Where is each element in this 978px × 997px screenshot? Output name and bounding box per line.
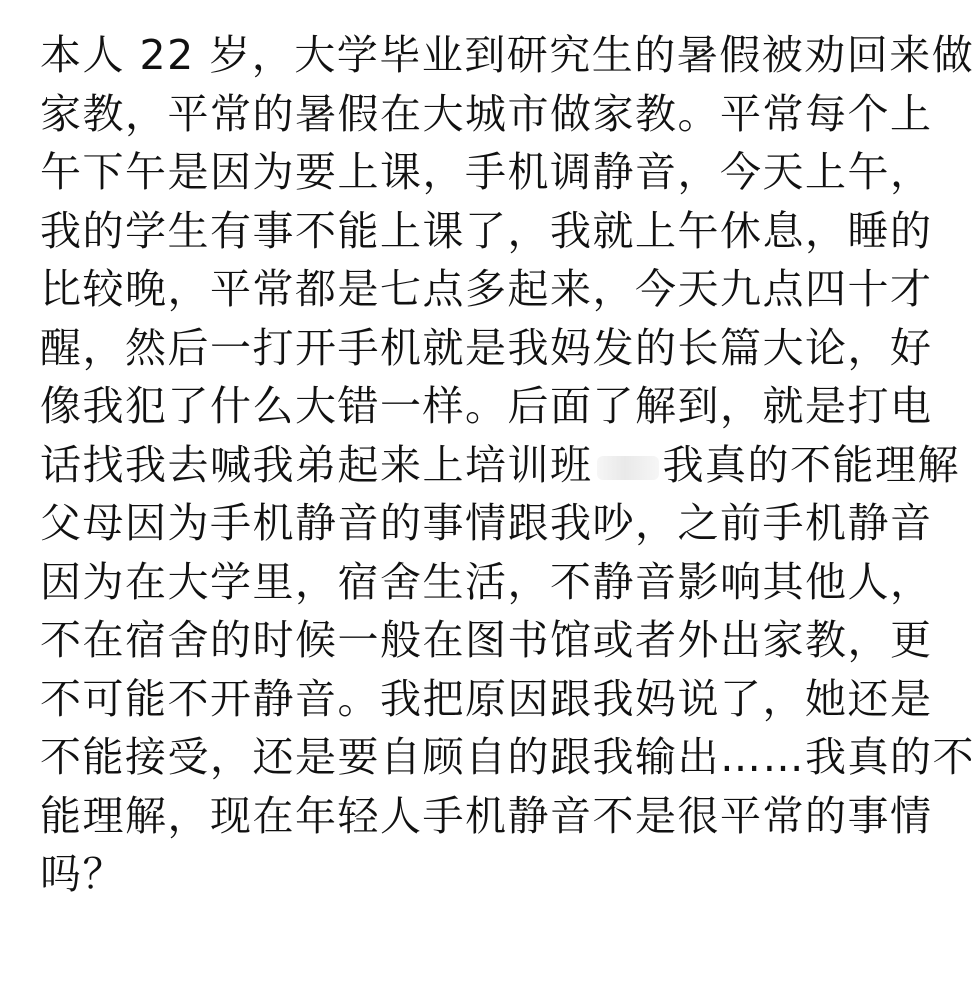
text-line-1: 本人 22 岁，大学毕业到研究生的暑假被劝回来做 [40, 31, 975, 79]
text-line-6: 醒，然后一打开手机就是我妈发的长篇大论，好 [40, 323, 933, 372]
text-line-13: 不能接受，还是要自顾自的跟我输出……我真的不 [40, 733, 975, 781]
text-line-10: 因为在大学里，宿舍生活，不静音影响其他人， [40, 557, 933, 606]
text-line-15: 吗？ [40, 850, 125, 898]
text-line-9: 父母因为手机静音的事情跟我吵，之前手机静音 [40, 499, 933, 547]
inline-image [597, 456, 659, 480]
text-line-5: 比较晚，平常都是七点多起来，今天九点四十才 [40, 265, 933, 313]
text-line-3: 午下午是因为要上课，手机调静音，今天上午， [40, 148, 933, 196]
text-line-2: 家教，平常的暑假在大城市做家教。平常每个上 [40, 89, 933, 138]
text-line-12: 不可能不开静音。我把原因跟我妈说了，她还是 [40, 674, 933, 723]
text-line-4: 我的学生有事不能上课了，我就上午休息，睡的 [40, 206, 933, 255]
text-line-14: 能理解，现在年轻人手机静音不是很平常的事情 [40, 791, 933, 840]
text-line-8-start: 话找我去喊我弟起来上培训班 [40, 440, 593, 489]
text-line-11: 不在宿舍的时候一般在图书馆或者外出家教，更 [40, 616, 933, 664]
text-line-8 [40, 436, 978, 495]
text-line-7: 像我犯了什么大错一样。后面了解到，就是打电 [40, 382, 933, 430]
text-line-8-end: 我真的不能理解 [662, 440, 960, 489]
